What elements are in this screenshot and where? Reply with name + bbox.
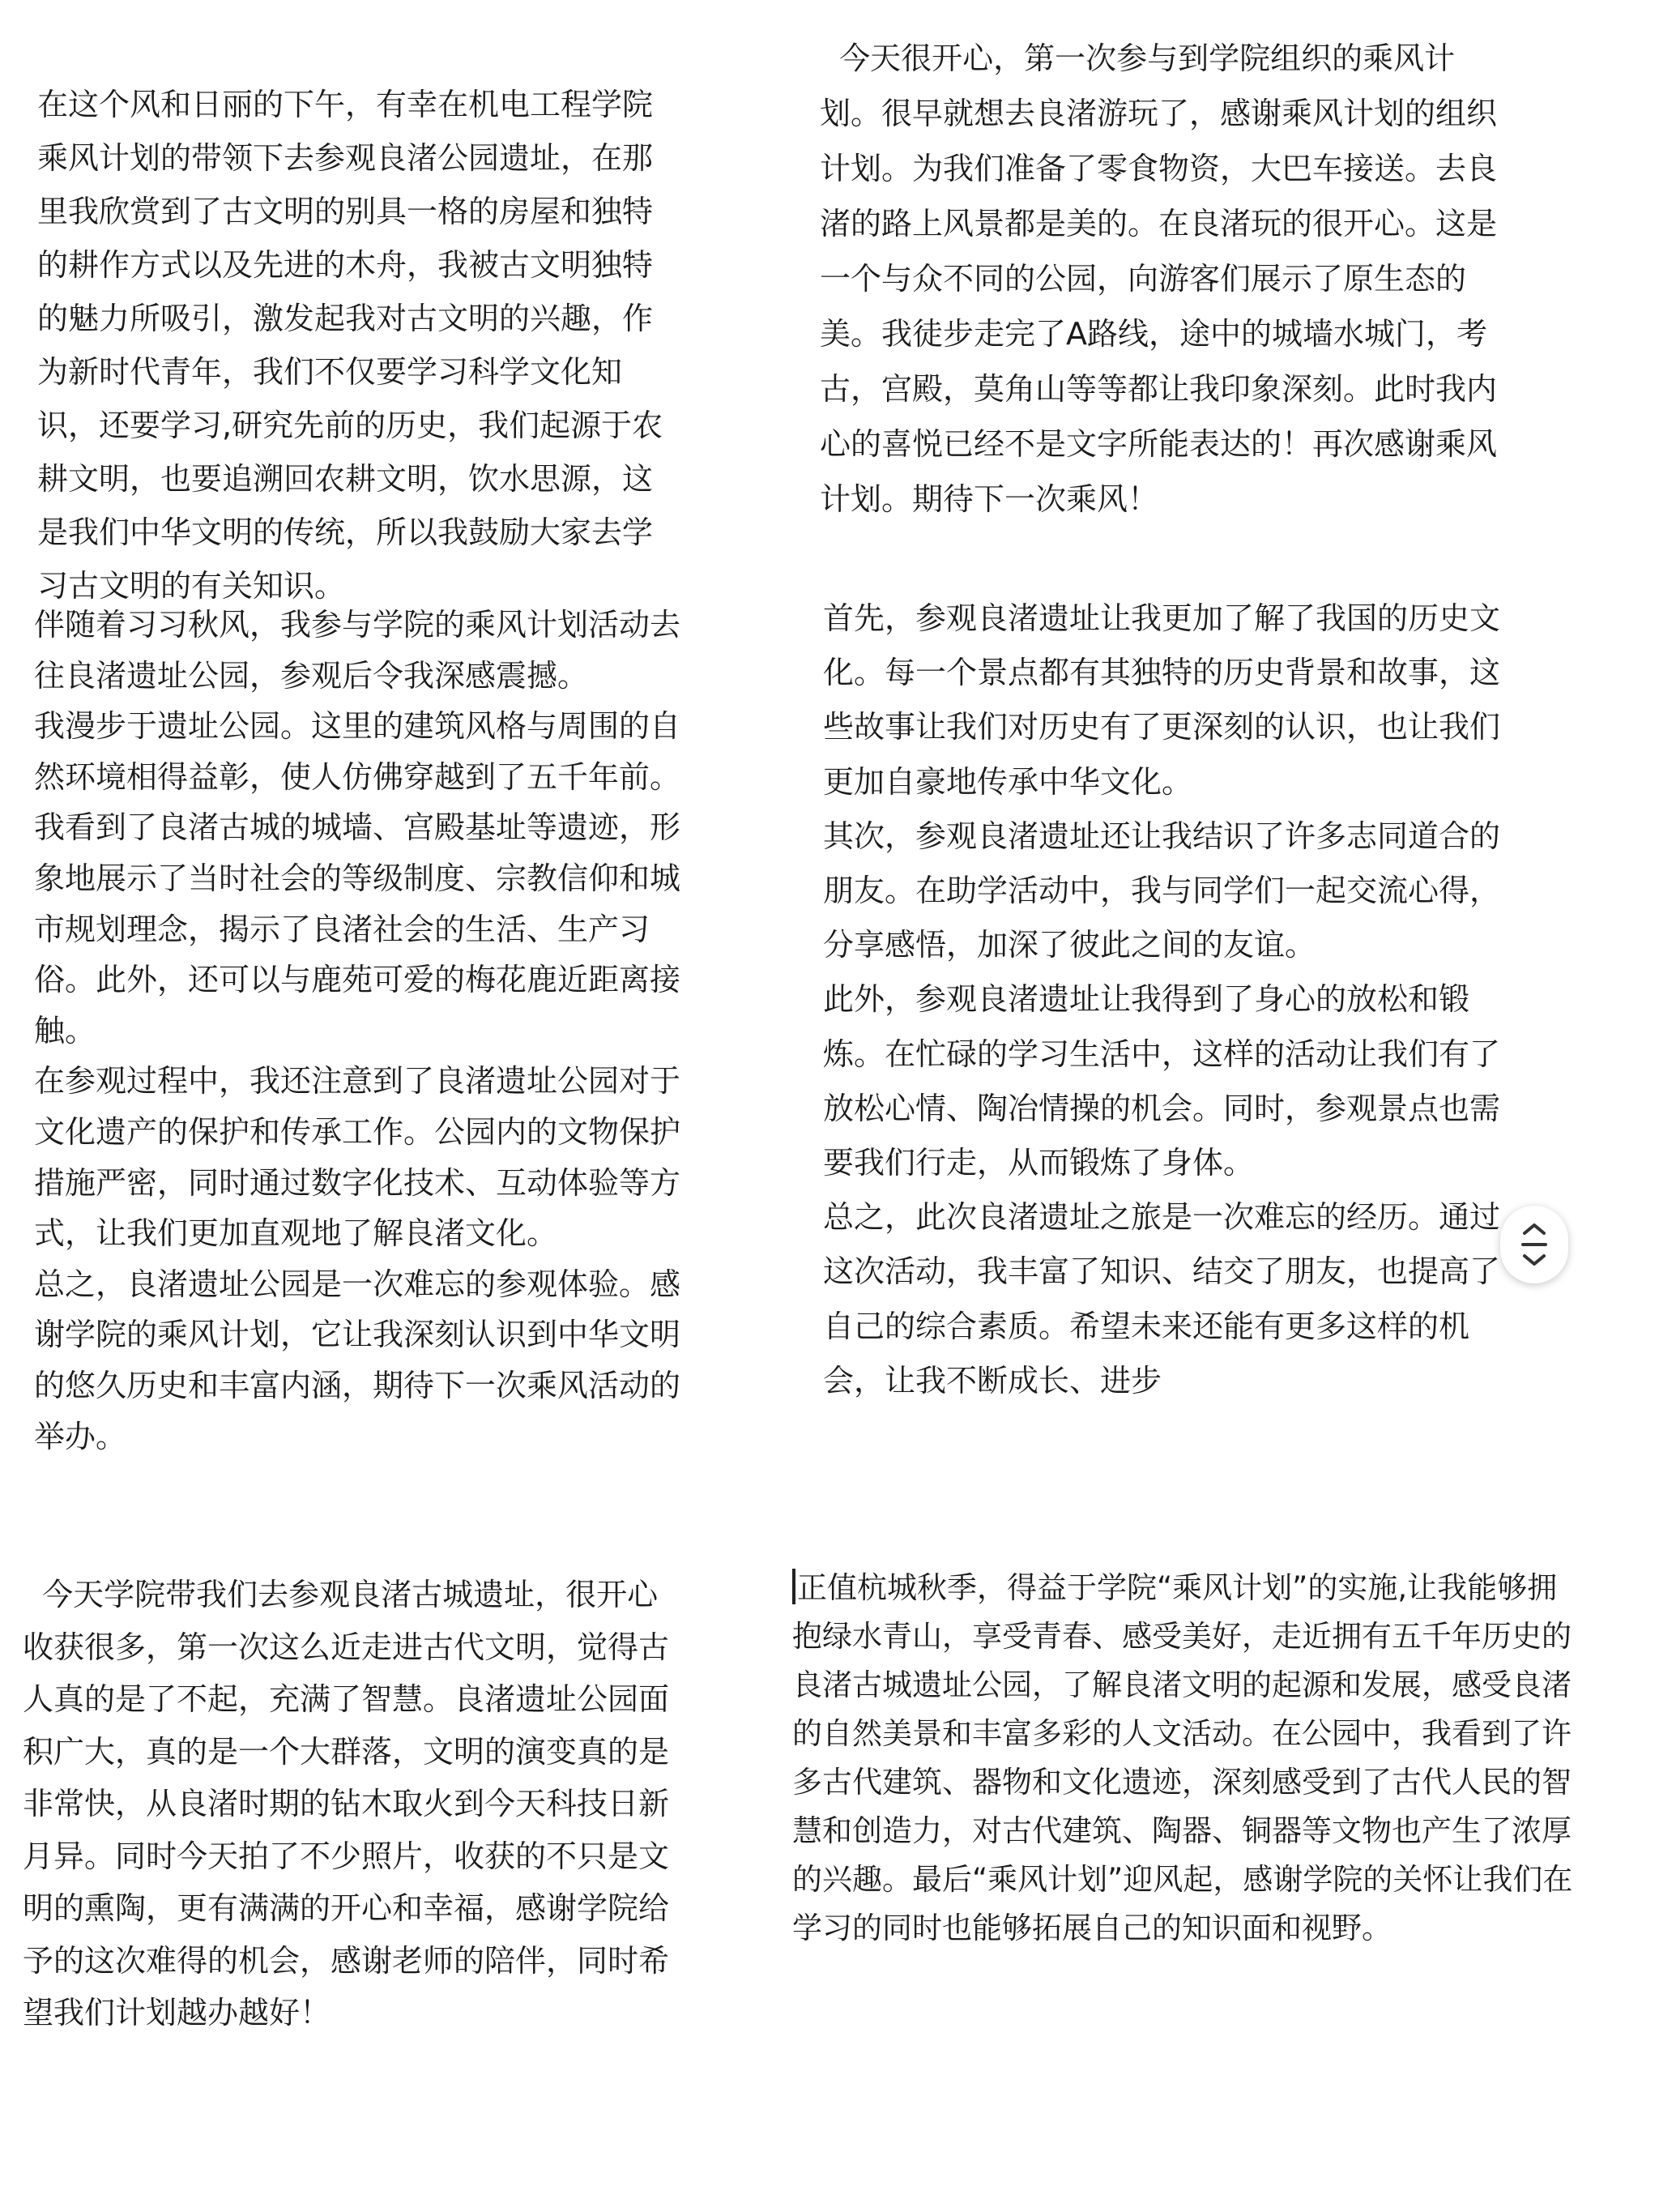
- expand-collapse-button[interactable]: [1500, 1206, 1568, 1283]
- paragraph: 总之，良渚遗址公园是一次难忘的参观体验。感谢学院的乘风计划，它让我深刻认识到中华文明的悠久历史和丰富内涵，期待下一次乘风活动的举办。: [34, 1266, 681, 1454]
- paragraph: 今天很开心，第一次参与到学院组织的乘风计划。很早就想去良渚游玩了，感谢乘风计划的组织计划。为我们准备了零食物资，大巴车接送。去良渚的路上风景都是美的。在良渚玩的很开心。这是一个与众不同的公园，向游客们展示了原生态的美。我徒步走完了A路线，途中的城墙水城门，考古，宫殿，莫角山等等都让我印象深刻。此时我内心的喜悦已经不是文字所能表达的！再次感谢乘风计划。期待下一次乘风！: [820, 41, 1498, 517]
- reflection-block-6[interactable]: [792, 1564, 1586, 1953]
- paragraph: 其次，参观良渚遗址还让我结识了许多志同道合的朋友。在助学活动中，我与同学们一起交流心得，分享感悟，加深了彼此之间的友谊。: [823, 818, 1501, 963]
- paragraph: 今天学院带我们去参观良渚古城遗址，很开心收获很多，第一次这么近走进古代文明，觉得古人真的是了不起，充满了智慧。良渚遗址公园面积广大，真的是一个大群落，文明的演变真的是非常快，从良渚时期的钻木取火到今天科技日新月异。同时今天拍了不少照片，收获的不只是文明的熏陶，更有满满的开心和幸福，感谢学院给予的这次难得的机会，感谢老师的陪伴，同时希望我们计划越办越好！: [23, 1577, 670, 2031]
- paragraph: 此外，参观良渚遗址让我得到了身心的放松和锻炼。在忙碌的学习生活中，这样的活动让我们有了放松心情、陶冶情操的机会。同时，参观景点也需要我们行走，从而锻炼了身体。: [823, 981, 1501, 1181]
- paragraph: 首先，参观良渚遗址让我更加了解了我国的历史文化。每一个景点都有其独特的历史背景和故事，这些故事让我们对历史有了更深刻的认识，也让我们更加自豪地传承中华文化。: [823, 600, 1501, 800]
- reflection-block-5: [23, 1569, 677, 2039]
- paragraph: 我漫步于遗址公园。这里的建筑风格与周围的自然环境相得益彰，使人仿佛穿越到了五千年前。我看到了良渚古城的城墙、宫殿基址等遗迹，形象地展示了当时社会的等级制度、宗教信仰和城市规划理念，揭示了良渚社会的生活、生产习俗。此外，还可以与鹿苑可爱的梅花鹿近距离接触。: [34, 708, 681, 1048]
- text-cursor: [792, 1569, 795, 1604]
- reflection-block-4: [823, 591, 1503, 1408]
- paragraph: 总之，此次良渚遗址之旅是一次难忘的经历。通过这次活动，我丰富了知识、结交了朋友，也提高了自己的综合素质。希望未来还能有更多这样的机会，让我不断成长、进步: [823, 1199, 1501, 1399]
- editable-paragraph[interactable]: [792, 1564, 1586, 1953]
- reflection-block-2: [820, 31, 1516, 527]
- paragraph: 在这个风和日丽的下午，有幸在机电工程学院乘风计划的带领下去参观良渚公园遗址，在那里我欣赏到了古文明的别具一格的房屋和独特的耕作方式以及先进的木舟，我被古文明独特的魅力所吸引，激发起我对古文明的兴趣，作为新时代青年，我们不仅要学习科学文化知识，还要学习,研究先前的历史，我们起源于农耕文明，也要追溯回农耕文明，饮水思源，这是我们中华文明的传统，所以我鼓励大家去学习古文明的有关知识。: [37, 87, 663, 604]
- reflection-block-3: [34, 600, 682, 1462]
- expand-collapse-icon: [1518, 1219, 1550, 1270]
- reflection-block-1: [37, 78, 677, 613]
- paragraph-text: 正值杭城秋季，得益于学院“乘风计划”的实施,让我能够拥抱绿水青山，享受青春、感受美好，走近拥有五千年历史的良渚古城遗址公园，了解良渚文明的起源和发展，感受良渚的自然美景和丰富多彩的人文活动。在公园中，我看到了许多古代建筑、器物和文化遗迹，深刻感受到了古代人民的智慧和创造力，对古代建筑、陶器、铜器等文物也产生了浓厚的兴趣。最后“乘风计划”迎风起，感谢学院的关怀让我们在学习的同时也能够拓展自己的知识面和视野。: [792, 1570, 1573, 1945]
- paragraph: 伴随着习习秋风，我参与学院的乘风计划活动去往良渚遗址公园，参观后令我深感震撼。: [34, 607, 681, 694]
- paragraph: 在参观过程中，我还注意到了良渚遗址公园对于文化遗产的保护和传承工作。公园内的文物保护措施严密，同时通过数字化技术、互动体验等方式，让我们更加直观地了解良渚文化。: [34, 1063, 681, 1252]
